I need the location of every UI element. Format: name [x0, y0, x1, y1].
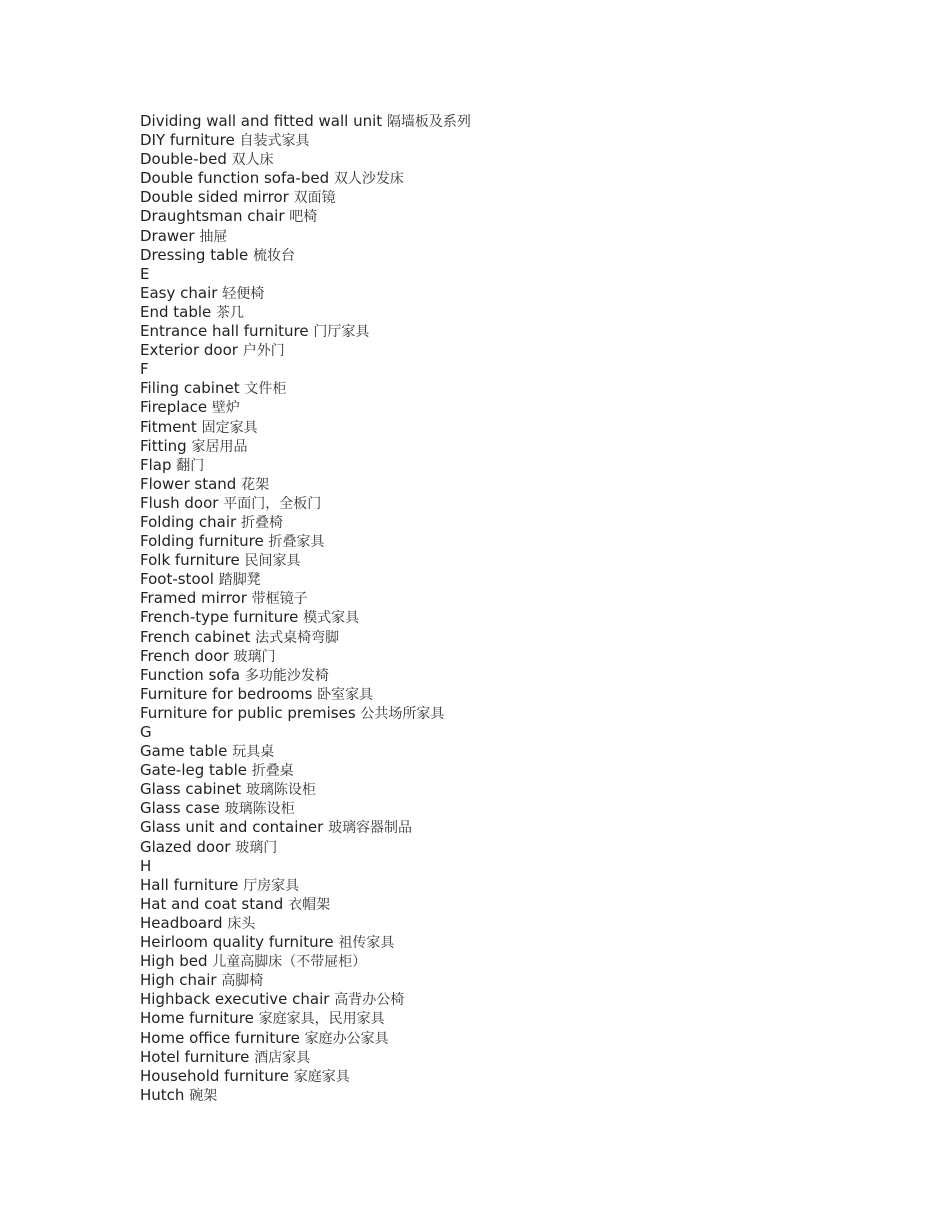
chinese-translation: 带框镜子: [251, 591, 308, 608]
chinese-translation: 文件柜: [244, 381, 287, 398]
chinese-translation: 户外门: [242, 343, 285, 360]
section-letter-label: F: [140, 360, 149, 379]
chinese-translation: 门厅家具: [313, 324, 370, 341]
chinese-translation: 茶几: [216, 304, 245, 321]
section-letter-label: G: [140, 723, 152, 741]
glossary-entry: [140, 150, 471, 169]
english-term: Fireplace: [140, 398, 208, 417]
glossary-entry: [140, 1048, 471, 1067]
glossary-entry: [140, 666, 471, 685]
glossary-entry: [140, 169, 471, 188]
english-term: Draughtsman chair: [140, 207, 285, 226]
english-term: Double function sofa-bed: [140, 169, 330, 188]
glossary-entry: [140, 895, 471, 914]
section-letter: [140, 723, 471, 742]
english-term: Folk furniture: [140, 551, 240, 570]
glossary-entry: [140, 227, 471, 246]
english-term: Hotel furniture: [140, 1047, 250, 1066]
chinese-translation: 抽屉: [199, 228, 228, 245]
glossary-entry: [140, 513, 471, 532]
english-term: High chair: [140, 971, 217, 990]
glossary-entry: [140, 246, 471, 265]
english-term: Exterior door: [140, 341, 238, 360]
glossary-entry: [140, 437, 471, 456]
chinese-translation: 玻璃门: [233, 648, 276, 665]
glossary-entry: [140, 1086, 471, 1105]
section-letter-label: E: [140, 264, 150, 283]
glossary-entry: [140, 398, 471, 417]
chinese-translation: 折叠椅: [241, 514, 283, 531]
chinese-translation: 踏脚凳: [218, 572, 261, 589]
glossary-entry: [140, 475, 471, 494]
english-term: Flower stand: [140, 474, 237, 493]
english-term: Glass case: [140, 799, 220, 818]
section-letter: [140, 265, 471, 284]
english-term: Heirloom quality furniture: [140, 933, 334, 952]
glossary-entry: [140, 608, 471, 627]
chinese-translation: 固定家具: [201, 419, 258, 436]
section-letter: [140, 857, 471, 876]
glossary-entry: [140, 551, 471, 570]
glossary-entry: [140, 1067, 471, 1086]
glossary-entry: [140, 1009, 471, 1028]
chinese-translation: 家居用品: [191, 438, 248, 455]
english-term: Folding chair: [140, 512, 237, 531]
glossary-entry: [140, 570, 471, 589]
glossary-entry: [140, 818, 471, 837]
english-term: Entrance hall furniture: [140, 322, 309, 341]
glossary-entry: [140, 494, 471, 513]
chinese-translation: 高背办公椅: [334, 992, 405, 1009]
glossary-entry: [140, 379, 471, 398]
english-term: Dividing wall and fitted wall unit: [140, 112, 383, 130]
glossary-entry: [140, 799, 471, 818]
glossary-entry: [140, 1029, 471, 1048]
chinese-translation: 公共场所家具: [360, 705, 445, 722]
english-term: Double sided mirror: [140, 188, 289, 207]
english-term: French cabinet: [140, 627, 251, 646]
glossary-entry: [140, 685, 471, 704]
english-term: Game table: [140, 742, 228, 761]
english-term: French door: [140, 646, 229, 665]
english-term: Home furniture: [140, 1009, 254, 1028]
chinese-translation: 高脚椅: [221, 973, 264, 990]
english-term: Drawer: [140, 226, 195, 245]
glossary-entry: [140, 952, 471, 971]
chinese-translation: 轻便椅: [222, 285, 265, 302]
english-term: Household furniture: [140, 1066, 289, 1085]
section-letter-label: H: [140, 856, 152, 875]
english-term: Framed mirror: [140, 589, 247, 608]
glossary-list: [140, 112, 471, 1105]
glossary-entry: [140, 131, 471, 150]
english-term: Flap: [140, 455, 172, 474]
chinese-translation: 家庭家具，民用家具: [258, 1011, 385, 1028]
chinese-translation: 双面镜: [293, 190, 336, 207]
chinese-translation: 家庭家具: [293, 1068, 350, 1085]
chinese-translation: 卧室家具: [317, 686, 374, 703]
chinese-translation: 平面门，全板门: [223, 495, 322, 512]
chinese-translation: 翻门: [176, 457, 205, 474]
chinese-translation: 法式桌椅弯脚: [255, 629, 340, 646]
english-term: Hutch: [140, 1085, 185, 1104]
english-term: Glazed door: [140, 837, 231, 856]
english-term: Headboard: [140, 913, 223, 932]
chinese-translation: 儿童高脚床（不带屉柜）: [212, 954, 367, 971]
glossary-entry: [140, 742, 471, 761]
chinese-translation: 厅房家具: [243, 877, 300, 894]
glossary-entry: [140, 284, 471, 303]
glossary-entry: [140, 303, 471, 322]
chinese-translation: 碗架: [189, 1087, 218, 1104]
english-term: Foot-stool: [140, 570, 214, 589]
english-term: French-type furniture: [140, 608, 299, 627]
english-term: Hat and coat stand: [140, 894, 284, 913]
chinese-translation: 衣帽架: [288, 896, 331, 913]
english-term: High bed: [140, 952, 208, 971]
english-term: Fitment: [140, 417, 197, 436]
glossary-entry: [140, 914, 471, 933]
english-term: Gate-leg table: [140, 761, 248, 780]
english-term: Hall furniture: [140, 875, 239, 894]
chinese-translation: 隔墙板及系列: [386, 114, 471, 130]
glossary-entry: [140, 112, 471, 131]
chinese-translation: 民间家具: [244, 553, 301, 570]
english-term: Dressing table: [140, 245, 249, 264]
chinese-translation: 祖传家具: [338, 935, 395, 952]
english-term: End table: [140, 302, 212, 321]
english-term: Filing cabinet: [140, 379, 240, 398]
glossary-entry: [140, 589, 471, 608]
glossary-entry: [140, 704, 471, 723]
chinese-translation: 玻璃陈设柜: [224, 801, 295, 818]
english-term: Folding furniture: [140, 532, 264, 551]
glossary-entry: [140, 647, 471, 666]
glossary-entry: [140, 838, 471, 857]
glossary-entry: [140, 780, 471, 799]
chinese-translation: 多功能沙发椅: [244, 667, 329, 684]
english-term: Glass unit and container: [140, 818, 324, 837]
glossary-entry: [140, 532, 471, 551]
chinese-translation: 自装式家具: [239, 133, 310, 150]
glossary-entry: [140, 628, 471, 647]
chinese-translation: 吧椅: [289, 209, 318, 226]
chinese-translation: 玩具桌: [232, 744, 275, 761]
glossary-entry: [140, 456, 471, 475]
glossary-entry: [140, 207, 471, 226]
glossary-entry: [140, 761, 471, 780]
chinese-translation: 壁炉: [211, 400, 240, 417]
chinese-translation: 玻璃陈设柜: [245, 782, 316, 799]
chinese-translation: 双人床: [231, 152, 274, 169]
english-term: Fitting: [140, 436, 187, 455]
chinese-translation: 酒店家具: [254, 1049, 311, 1066]
glossary-entry: [140, 971, 471, 990]
english-term: Home office furniture: [140, 1028, 300, 1047]
english-term: Function sofa: [140, 665, 241, 684]
glossary-entry: [140, 990, 471, 1009]
chinese-translation: 梳妆台: [252, 247, 295, 264]
english-term: Easy chair: [140, 283, 218, 302]
chinese-translation: 玻璃容器制品: [328, 820, 413, 837]
chinese-translation: 家庭办公家具: [304, 1030, 389, 1047]
glossary-entry: [140, 188, 471, 207]
chinese-translation: 床头: [227, 915, 256, 932]
glossary-entry: [140, 418, 471, 437]
glossary-entry: [140, 322, 471, 341]
english-term: Glass cabinet: [140, 780, 242, 799]
chinese-translation: 花架: [241, 476, 270, 493]
chinese-translation: 双人沙发床: [333, 171, 404, 188]
chinese-translation: 模式家具: [303, 610, 360, 627]
chinese-translation: 玻璃门: [235, 839, 278, 856]
glossary-entry: [140, 341, 471, 360]
english-term: Highback executive chair: [140, 990, 330, 1009]
glossary-entry: [140, 876, 471, 895]
chinese-translation: 折叠家具: [268, 534, 325, 551]
section-letter: [140, 360, 471, 379]
english-term: Flush door: [140, 493, 219, 512]
english-term: Furniture for public premises: [140, 703, 356, 722]
glossary-entry: [140, 933, 471, 952]
english-term: Furniture for bedrooms: [140, 684, 313, 703]
english-term: Double-bed: [140, 150, 227, 169]
english-term: DIY furniture: [140, 131, 235, 150]
chinese-translation: 折叠桌: [251, 763, 294, 780]
